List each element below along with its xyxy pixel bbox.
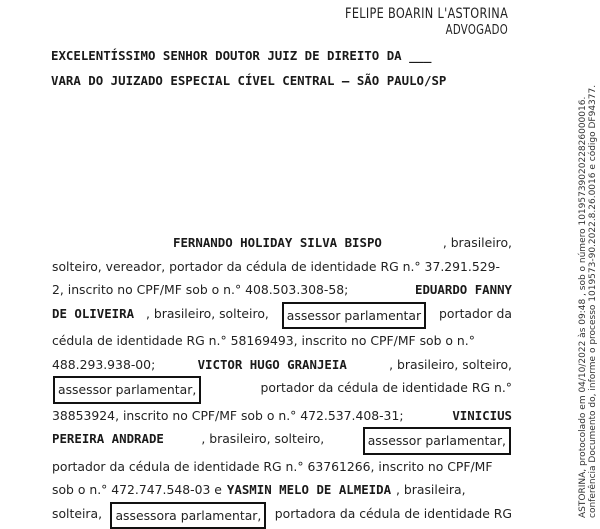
body-text-fragment: 2, inscrito no CPF/MF sob o n.° 408.503.308-58; xyxy=(52,278,348,302)
lawyer-name: FELIPE BOARIN L'ASTORINA xyxy=(345,6,508,22)
highlighted-role-box: assessor parlamentar xyxy=(282,302,426,330)
address-line-1: EXCELENTÍSSIMO SENHOR DOUTOR JUIZ DE DIREITO DA ___ xyxy=(51,43,511,68)
address-line-2: VARA DO JUIZADO ESPECIAL CÍVEL CENTRAL – SÃO PAULO/SP xyxy=(51,68,511,93)
party-name: PEREIRA ANDRADE xyxy=(52,427,164,455)
body-text-fragment: sob o n.° 472.747.548-03 e xyxy=(52,478,222,502)
highlighted-role-box: assessora parlamentar, xyxy=(110,502,266,529)
body-text-fragment: , brasileiro, solteiro, xyxy=(201,427,324,455)
party-name: EDUARDO FANNY xyxy=(415,278,512,302)
body-text-fragment: 38853924, inscrito no CPF/MF sob o n.° 472.537.408-31; xyxy=(52,404,404,428)
highlighted-role-box: assessor parlamentar, xyxy=(53,376,201,404)
body-line xyxy=(52,329,512,353)
party-name: FERNANDO HOLIDAY SILVA BISPO xyxy=(173,231,382,255)
side-stamp-line-2: conferência Documento do, informe o processo 1019573-90.2022.8.26.0016 e código DF94377. xyxy=(588,98,598,518)
court-address xyxy=(51,43,511,93)
party-name: VICTOR HUGO GRANJEIA xyxy=(198,353,347,377)
body-text-fragment: 488.293.938-00; xyxy=(52,353,155,377)
body-text-fragment: solteira, xyxy=(52,502,102,529)
body-text-fragment: portador da cédula de identidade RG n.° xyxy=(260,376,512,404)
body-text-fragment: portadora da cédula de identidade RG xyxy=(275,502,512,529)
party-name: VINICIUS xyxy=(452,404,512,428)
highlighted-role-box: assessor parlamentar, xyxy=(363,427,511,455)
protocol-side-stamp xyxy=(578,98,598,518)
body-text-fragment: , brasileiro, solteiro, xyxy=(146,302,269,330)
body-line xyxy=(52,302,512,330)
body-text-fragment: , brasileira, xyxy=(396,478,465,502)
petition-body xyxy=(52,231,512,529)
body-text-fragment: cédula de identidade RG n.° 58169493, inscrito no CPF/MF sob o n.° xyxy=(52,329,475,353)
body-text-fragment: portador da xyxy=(439,302,512,330)
body-line xyxy=(52,353,512,377)
body-line xyxy=(52,376,512,404)
lawyer-role: ADVOGADO xyxy=(446,23,508,38)
body-line xyxy=(52,404,512,428)
body-line xyxy=(52,278,512,302)
body-text-fragment: portador da cédula de identidade RG n.° 63761266, inscrito no CPF/MF xyxy=(52,455,493,479)
body-line xyxy=(52,255,512,279)
body-text-fragment: solteiro, vereador, portador da cédula de identidade RG n.° 37.291.529- xyxy=(52,255,500,279)
body-text-fragment: , brasileiro, xyxy=(443,231,512,255)
body-line xyxy=(52,455,512,479)
body-line xyxy=(52,478,512,502)
body-text-fragment: , brasileiro, solteiro, xyxy=(389,353,512,377)
side-stamp-line-1: ASTORINA, protocolado em 04/10/2022 às 09:48 , sob o número 1019573902022826000016. xyxy=(578,98,588,518)
party-name: YASMIN MELO DE ALMEIDA xyxy=(227,478,391,502)
body-line xyxy=(52,502,512,529)
body-line xyxy=(52,231,512,255)
body-line xyxy=(52,427,512,455)
party-name: DE OLIVEIRA xyxy=(52,302,134,330)
